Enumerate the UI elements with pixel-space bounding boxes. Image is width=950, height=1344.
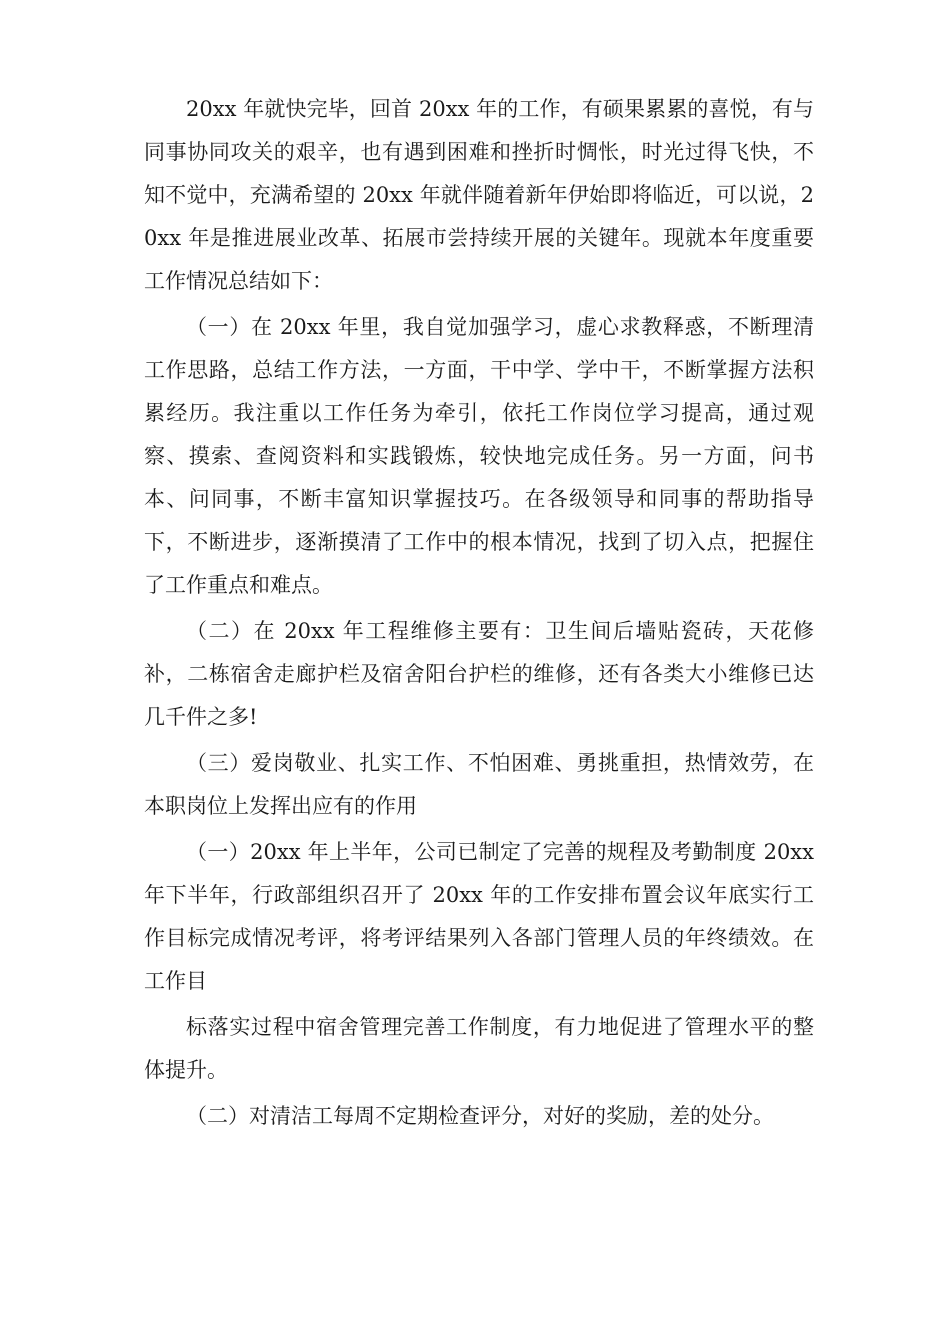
paragraph-study: （一）在 20xx 年里，我自觉加强学习，虚心求教释惑，不断理清工作思路，总结工作方法，一方面，干中学、学中干，不断掌握方法积累经历。我注重以工作任务为牵引，依托工作岗位学习提高，通过观察、摸索、查阅资料和实践锻炼，较快地完成任务。另一方面，问书本、问同事，不断丰富知识掌握技巧。在各级领导和同事的帮助指导下，不断进步，逐渐摸清了工作中的根本情况，找到了切入点，把握住了工作重点和难点。 [144,315,814,597]
paragraph-dedication: （三）爱岗敬业、扎实工作、不怕困难、勇挑重担，热情效劳，在本职岗位上发挥出应有的作用 [144,751,814,818]
paragraph-dormitory: 标落实过程中宿舍管理完善工作制度，有力地促进了管理水平的整体提升。 [144,1015,814,1082]
paragraph-cleaning: （二）对清洁工每周不定期检查评分，对好的奖励，差的处分。 [186,1104,774,1128]
document-body [144,88,814,1141]
paragraph-rules: （一）20xx 年上半年，公司已制定了完善的规程及考勤制度 20xx 年下半年，行政部组织召开了 20xx 年的工作安排布置会议年底实行工作目标完成情况考评，将考评结果列入各部门管理人员的年终绩效。在工作目 [144,840,814,993]
paragraph-intro: 20xx 年就快完毕，回首 20xx 年的工作，有硕果累累的喜悦，有与同事协同攻关的艰辛，也有遇到困难和挫折时惆怅，时光过得飞快，不知不觉中，充满希望的 20xx 年就伴随着新年伊始即将临近，可以说，20xx 年是推进展业改革、拓展市尝持续开展的关键年。现就本年度重要工作情况总结如下： [144,97,814,293]
paragraph-maintenance: （二）在 20xx 年工程维修主要有：卫生间后墙贴瓷砖，天花修补，二栋宿舍走廊护栏及宿舍阳台护栏的维修，还有各类大小维修已达几千件之多! [144,619,814,729]
